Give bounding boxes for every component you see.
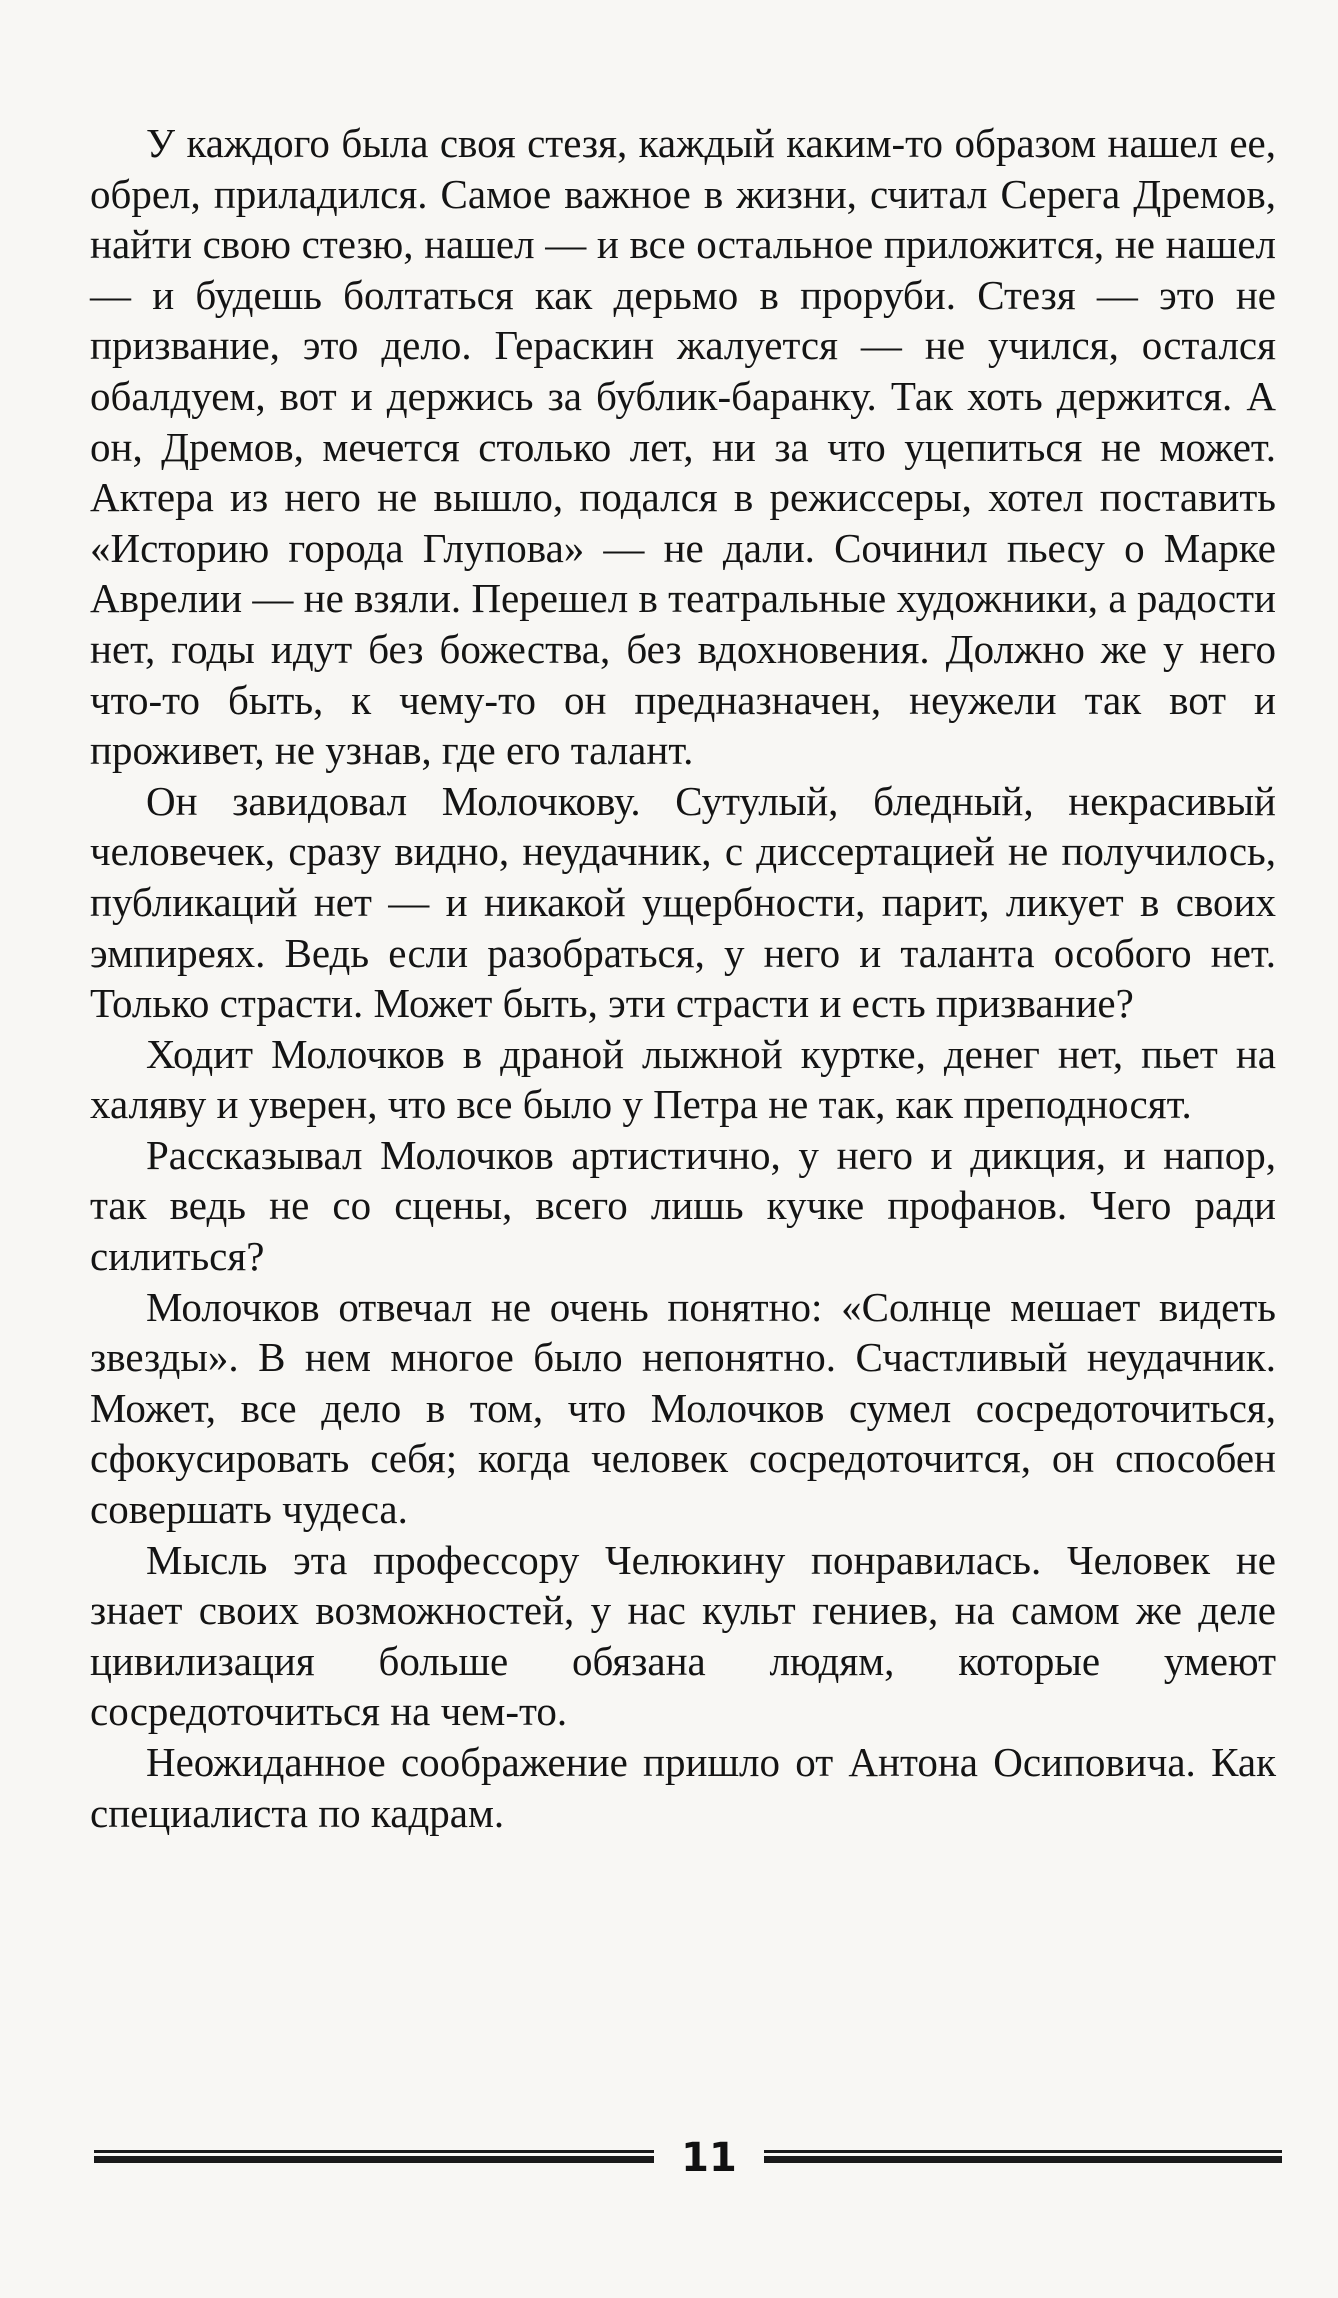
body-text xyxy=(90,118,1276,1838)
paragraph: Рассказывал Молочков артистично, у него и дикция, и напор, так ведь не со сцены, всего лишь кучке профанов. Чего ради силиться? xyxy=(90,1131,1276,1280)
page-footer xyxy=(94,2128,1284,2188)
paragraph: Молочков отвечал не очень понятно: «Солнце мешает видеть звезды». В нем многое было непонятно. Счастливый неудачник. Может, все дело в том, что Молочков сумел сосредоточиться, сфокусировать себя; когда человек сосредоточится, он способен совершать чудеса. xyxy=(90,1283,1276,1533)
paragraph: Ходит Молочков в драной лыжной куртке, денег нет, пьет на халяву и уверен, что все было у Петра не так, как преподносят. xyxy=(90,1030,1276,1128)
paragraph: Неожиданное соображение пришло от Антона Осиповича. Как специалиста по кадрам. xyxy=(90,1739,1276,1836)
paragraph: Он завидовал Молочкову. Сутулый, бледный, некрасивый человечек, сразу видно, неудачник, с диссертацией не получилось, публикаций нет — и никакой ущербности, парит, ликует в своих эмпиреях. Ведь если разобраться, у него и таланта особого нет. Только страсти. Может быть, эти страсти и есть призвание? xyxy=(90,777,1276,1027)
paragraph: Мысль эта профессору Челюкину понравилась. Человек не знает своих возможностей, у нас культ гениев, на самом же деле цивилизация больше обязана людям, которые умеют сосредоточиться на чем-то. xyxy=(90,1536,1276,1735)
footer-rule-right xyxy=(764,2150,1282,2166)
page-number: 11 xyxy=(681,2135,737,2181)
footer-rule-left xyxy=(94,2150,654,2166)
paragraph: У каждого была своя стезя, каждый каким-то образом нашел ее, обрел, приладился. Самое важное в жизни, считал Серега Дремов, найти свою стезю, нашел — и все остальное приложится, не нашел — и будешь болтаться как дерьмо в проруби. Стезя — это не призвание, это дело. Гераскин жалуется — не учился, остался обалдуем, вот и держись за бублик-баранку. Так хоть держится. А он, Дремов, мечется столько лет, ни за что уцепиться не может. Актера из него не вышло, подался в режиссеры, хотел поставить «Историю города Глупова» — не дали. Сочинил пьесу о Марке Аврелии — не взяли. Перешел в театральные художники, а радости нет, годы идут без божества, без вдохновения. Должно же у него что-то быть, к чему-то он предназначен, неужели так вот и проживет, не узнав, где его талант. xyxy=(90,120,1276,774)
